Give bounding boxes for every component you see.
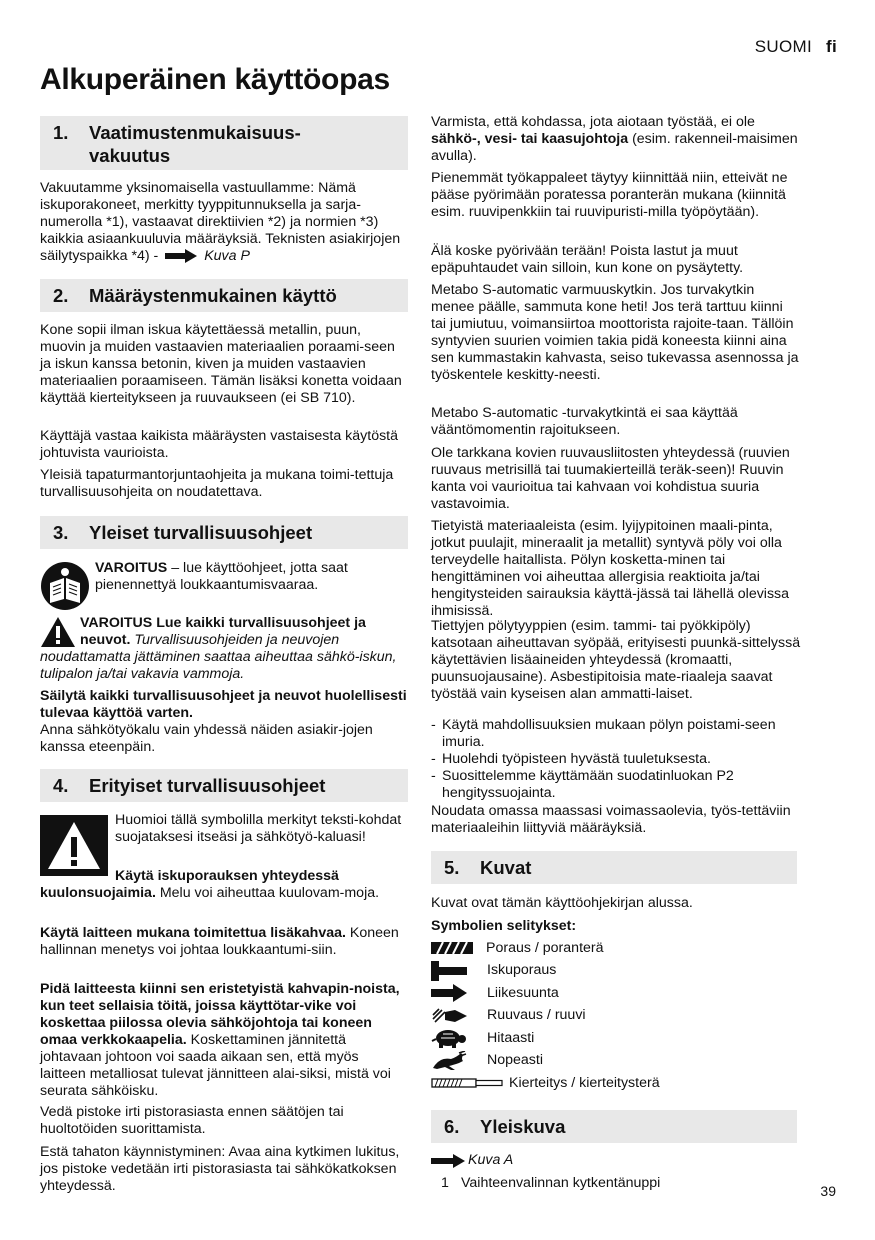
section-title: Yleiset turvallisuusohjeet (89, 522, 313, 543)
section-number: 5. (444, 857, 460, 878)
warning-italic-text: Turvallisuusohjeiden ja neuvojen noudattamatta jättäminen saattaa aiheuttaa sähkö-iskun, tulipalon ja/tai vakavia vammoja. (40, 632, 397, 683)
section-title: Yleiskuva (480, 1116, 566, 1137)
insulated-grip-text: Koskettaminen jännitettä johtavaan johtoon voi saada aikaan sen, että myös laitteen metalliosat tulevat jännitteen alai-siksi, mistä voi seurata sähköisku. (40, 1032, 391, 1100)
drill-bit-icon (431, 941, 473, 955)
carcinogenic-dust-paragraph: Tiettyjen pölytyyppien (esim. tammi- tai pyökkipöly) katsotaan aiheuttavan syöpää, erityisesti puunkä-sittelyssä käytettävien lisäaineiden yhteydessä (kromaatti, puunsuojausaine). Asbestipitoisia mate-riaaleja saavat työstää vain kyseisen alan ammatti-laiset. (431, 618, 801, 703)
hard-screw-joint-paragraph: Ole tarkkana kovien ruuvausliitosten yhteydessä (ruuvien ruuvaus metrisillä tai tuumakierteillä teräk-seen)! Ruuvin kanta voi vaurioitua tai kahvaan voi kohdistua suuria vastavoimia. (431, 445, 790, 513)
legend-row (431, 960, 797, 983)
figures-intro: Kuvat ovat tämän käyttöohjekirjan alussa. (431, 895, 693, 911)
direction-arrow-icon (431, 984, 467, 1002)
section-5-heading (431, 851, 797, 884)
section-number: 2. (53, 285, 69, 306)
accident-prevention-paragraph: Yleisiä tapaturmantorjuntaohjeita ja mukana toimi-tettuja turvallisuusohjeita on noudatettava. (40, 467, 394, 501)
list-item-text: Huolehdi työpisteen hyvästä tuuletuksesta. (442, 751, 711, 768)
legend-label: Nopeasti (487, 1052, 543, 1069)
section-3-heading (40, 516, 408, 549)
hammer-icon (431, 961, 467, 981)
legend-row (431, 982, 797, 1005)
liability-paragraph: Käyttäjä vastaa kaikista määräysten vastaisesta käytöstä johtuvista vaurioista. (40, 428, 399, 462)
reference-arrow-icon (431, 1154, 465, 1168)
list-item-text: Suosittelemme käyttämään suodatinluokan P2 hengityssuojainta. (442, 768, 734, 802)
aux-handle-bold: Käytä laitteen mukana toimitettua lisäkahvaa. (40, 925, 346, 941)
page-number: 39 (820, 1183, 836, 1199)
unintended-start-paragraph: Estä tahaton käynnistyminen: Avaa aina kytkimen lukitus, jos pistoke vedetään irti pistorasiasta tai sähkökatkoksen yhteydessä. (40, 1144, 400, 1195)
section-1-heading (40, 116, 408, 170)
section-number: 4. (53, 775, 69, 796)
item-label: Vaihteenvalinnan kytkentänuppi (461, 1175, 661, 1191)
dust-hazard-paragraph: Tietyistä materiaaleista (esim. lyijypitoinen maali-pinta, jotkut puulajit, mineraalit ja metallit) syntyvä pöly voi olla terveydelle haitallista. Pölyn kosketta-minen tai hengittäminen voi aiheuttaa allergisia reaktioita ja/tai hengitysteiden sairauksia käyttä-jässä tai lähellä olevissa ihmisissä. (431, 518, 790, 620)
figure-reference: Kuva P (204, 248, 250, 265)
hidden-lines-text-end: (esim. rakenneil-maisimen avulla). (431, 131, 798, 165)
list-item: - Suosittelemme käyttämään suodatinluokan P2 hengityssuojainta. (431, 768, 801, 802)
rotating-tool-paragraph: Älä koske pyörivään terään! Poista lastut ja muut epäpuhtaudet vain silloin, kun kone on pysäytetty. (431, 243, 744, 277)
section-title: Määräystenmukainen käyttö (89, 285, 337, 306)
insulated-grip-bold: Pidä laitteesta kiinni sen eristetyistä kahvapin-noista, kun teet sellaisia töitä, joissa käyttötar-vike voi koskettaa piilossa olevia sähköjohtoja tai koneen omaa verkkokaapelia. (40, 981, 400, 1049)
section-2-heading (40, 279, 408, 312)
legend-label: Poraus / poranterä (486, 939, 604, 956)
list-item: - Käytä mahdollisuuksien mukaan pölyn poistami-seen imuria. (431, 717, 801, 751)
hearing-protection-text: Melu voi aiheuttaa kuulovam-moja. (155, 885, 380, 902)
legend-label: Ruuvaus / ruuvi (487, 1007, 586, 1024)
warning-symbol-icon (40, 815, 108, 876)
regulations-paragraph: Noudata omassa maassasi voimassaolevia, työs-tettäviin materiaaleihin liittyviä määräyksiä. (431, 803, 791, 837)
hidden-lines-text: Varmista, että kohdassa, jota aiotaan työstää, ei ole (431, 114, 755, 130)
declaration-text: Vakuutamme yksinomaisella vastuullamme: Nämä iskuporakoneet, merkitty tyyppitunnuksella ja sarja-numerolla *1), vastaavat direktiivien *2) ja normien *3) kaikkia asiaankuuluvia määräyksiä. Teknisten asiakirjojen säilytyspaikka *4) - (40, 180, 401, 265)
list-item-text: Käytä mahdollisuuksien mukaan pölyn poistami-seen imuria. (442, 717, 776, 751)
symbol-intro-text: Huomioi tällä symbolilla merkityt teksti-kohdat suojataksesi itseäsi ja sähkötyö-kaluasi! (115, 812, 402, 846)
legend-row (431, 937, 797, 960)
section-title: Kuvat (480, 857, 532, 878)
symbol-legend (431, 937, 797, 1095)
header-language: SUOMI (754, 37, 813, 56)
hidden-lines-bold: sähkö-, vesi- tai kaasujohtoja (431, 131, 629, 148)
legend-row (431, 1072, 797, 1095)
reference-arrow-icon (165, 249, 197, 263)
section-number: 1. (53, 122, 69, 143)
legend-label: Iskuporaus (487, 962, 557, 979)
item-number: 1 (441, 1175, 449, 1191)
safety-clutch-paragraph: Metabo S-automatic varmuuskytkin. Jos turvakytkin menee päälle, sammuta kone heti! Jos terä tarttuu kiinni tai jumiutuu, voimansiirtoa moottorista rajoite-taan. Tällöin syntyvien suurien voimien takia pidä koneesta kiinni aina sen kummastakin kahvasta, seiso tukevassa asennossa ja työskentele keskitty-neesti. (431, 282, 799, 384)
read-manual-warning (40, 560, 408, 611)
warning-text: – lue käyttöohjeet, jotta saat pienennettyä loukkaantumisvaaraa. (95, 560, 348, 594)
read-manual-icon (40, 561, 90, 611)
screwdriver-icon (431, 1007, 467, 1025)
page-header (755, 37, 837, 57)
section-title: Vaatimustenmukaisuus-vakuutus (89, 122, 301, 166)
declaration-paragraph (40, 180, 408, 265)
list-item: - Huolehdi työpisteen hyvästä tuuletuksesta. (431, 751, 711, 768)
overview-figure-reference (431, 1152, 797, 1169)
section-title: Erityiset turvallisuusohjeet (89, 775, 326, 796)
hare-icon (431, 1051, 467, 1071)
section-number: 3. (53, 522, 69, 543)
figure-reference: Kuva A (468, 1152, 514, 1168)
legend-label: Hitaasti (487, 1029, 535, 1046)
keep-instructions-bold: Säilytä kaikki turvallisuusohjeet ja neuvot huolellisesti tulevaa käyttöä varten. (40, 688, 407, 722)
turtle-icon (431, 1028, 467, 1048)
legend-row (431, 1050, 797, 1073)
symbol-legend-title: Symbolien selitykset: (431, 918, 577, 934)
section-number: 6. (444, 1116, 460, 1137)
legend-label: Liikesuunta (487, 984, 559, 1001)
general-warning (40, 615, 408, 683)
warning-label: VAROITUS (95, 560, 168, 576)
tap-icon (431, 1077, 503, 1089)
overview-item (441, 1175, 797, 1192)
header-language-code: fi (826, 37, 837, 56)
clamp-workpiece-paragraph: Pienemmät työkappaleet täytyy kiinnittää niin, etteivät ne pääse pyörimään poratessa poranterän mukana (kiinnitä esim. ruuvipenkkiin tai ruuvipuristi-milla työpöytään). (431, 170, 788, 221)
warning-triangle-icon (40, 616, 76, 648)
dust-measures-list (431, 717, 801, 802)
legend-row (431, 1027, 797, 1050)
unplug-paragraph: Vedä pistoke irti pistorasiasta ennen säätöjen tai huoltotöiden suorittamista. (40, 1104, 344, 1138)
legend-row (431, 1005, 797, 1028)
page-title: Alkuperäinen käyttöopas (40, 63, 390, 96)
warning-bold-text: VAROITUS Lue kaikki turvallisuusohjeet ja neuvot. (80, 615, 366, 649)
section-4-heading (40, 769, 408, 802)
torque-limit-paragraph: Metabo S-automatic -turvakytkintä ei saa käyttää vääntömomentin rajoitukseen. (431, 405, 738, 439)
keep-instructions-text: Anna sähkötyökalu vain yhdessä näiden asiakir-jojen kanssa eteenpäin. (40, 722, 373, 756)
intended-use-paragraph: Kone sopii ilman iskua käytettäessä metallin, puun, muovin ja muiden vastaavien materiaalien poraami-seen ja iskun kanssa betonin, kiven ja muiden vastaavien materiaalien poraamiseen. Tämän lisäksi konetta voidaan käyttää kierteitykseen ja ruuvaukseen (ei SB 710). (40, 322, 402, 407)
aux-handle-text: Koneen hallinnan menetys voi johtaa loukkaantumi-siin. (40, 925, 399, 959)
section-6-heading (431, 1110, 797, 1143)
hearing-protection-bold: Käytä iskuporauksen yhteydessä kuulonsuojaimia. (40, 868, 339, 902)
legend-label: Kierteitys / kierteitysterä (509, 1074, 660, 1091)
